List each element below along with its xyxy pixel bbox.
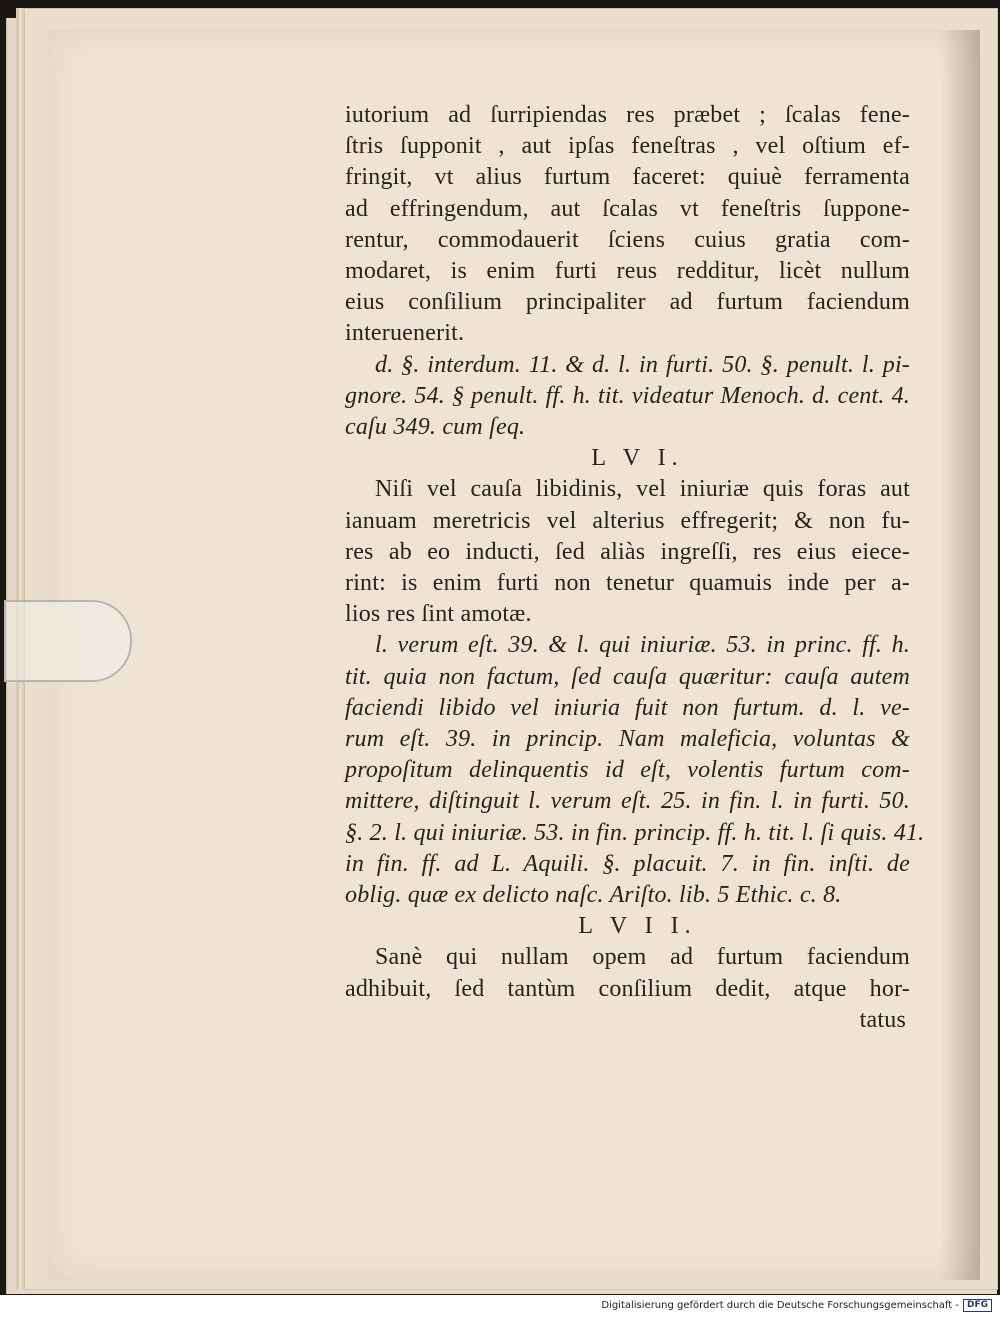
dfg-logo: DFG xyxy=(963,1299,992,1312)
section-heading: L V I I. xyxy=(578,913,697,940)
citation-line: d. §. interdum. 11. & d. l. in furti. 50. §. penult. l. pi- xyxy=(375,351,910,378)
page-text xyxy=(345,100,925,1036)
text-line: lios res ſint amotæ. xyxy=(345,601,532,628)
bookmark-tab xyxy=(4,600,132,682)
text-line: iutorium ad ſurripiendas res præbet ; ſcalas fene- xyxy=(345,102,910,128)
text-line: modaret, is enim furti reus redditur, licèt nullum xyxy=(345,258,910,285)
citation-line: tit. quia non factum, ſed cauſa quæritur: cauſa autem xyxy=(345,663,910,690)
citation-line: rum eſt. 39. in princip. Nam maleficia, voluntas & xyxy=(345,726,910,753)
spine-shadow xyxy=(940,30,980,1280)
text-line: interuenerit. xyxy=(345,320,465,347)
citation-line: propoſitum delinquentis id eſt, volentis furtum com- xyxy=(345,757,910,784)
text-line: Sanè qui nullam opem ad furtum faciendum xyxy=(375,944,910,971)
text-line: fringit, vt alius furtum faceret: quiuè ferramenta xyxy=(345,164,910,191)
text-line: ſtris ſupponit , aut ipſas feneſtras , vel oſtium ef- xyxy=(345,133,910,160)
text-line: ad effringendum, aut ſcalas vt feneſtris ſuppone- xyxy=(345,195,910,222)
text-line: res ab eo inducti, ſed aliàs ingreſſi, res eius eiece- xyxy=(345,538,910,565)
catchword: tatus xyxy=(859,1006,906,1033)
section-heading: L V I. xyxy=(591,445,684,472)
text-line: rint: is enim furti non tenetur quamuis inde per a- xyxy=(345,570,910,597)
text-line: Niſi vel cauſa libidinis, vel iniuriæ quis foras aut xyxy=(375,476,910,503)
citation-line: gnore. 54. § penult. ff. h. tit. videatur Menoch. d. cent. 4. xyxy=(345,382,910,409)
funding-credit: Digitalisierung gefördert durch die Deutsche Forschungsgemeinschaft - xyxy=(601,1300,959,1311)
text-line: adhibuit, ſed tantùm conſilium dedit, atque hor- xyxy=(345,975,910,1002)
digitization-footer xyxy=(601,1299,992,1312)
citation-line: faciendi libido vel iniuria fuit non furtum. d. l. ve- xyxy=(345,694,910,721)
citation-line: in fin. ff. ad L. Aquili. §. placuit. 7. in fin. inſti. de xyxy=(345,850,910,877)
citation-line: oblig. quæ ex delicto naſc. Ariſto. lib. 5 Ethic. c. 8. xyxy=(345,882,842,909)
citation-line: mittere, diſtinguit l. verum eſt. 25. in fin. l. in furti. 50. xyxy=(345,788,910,815)
text-line: ianuam meretricis vel alterius effregerit; & non fu- xyxy=(345,507,910,534)
text-line: rentur, commodauerit ſciens cuius gratia com- xyxy=(345,226,910,253)
text-line: eius conſilium principaliter ad furtum faciendum xyxy=(345,289,910,316)
citation-line: l. verum eſt. 39. & l. qui iniuriæ. 53. in princ. ff. h. xyxy=(375,632,910,659)
citation-line: §. 2. l. qui iniuriæ. 53. in fin. princip. ff. h. tit. l. ſi quis. 41. xyxy=(345,819,925,846)
citation-line: caſu 349. cum ſeq. xyxy=(345,414,526,441)
